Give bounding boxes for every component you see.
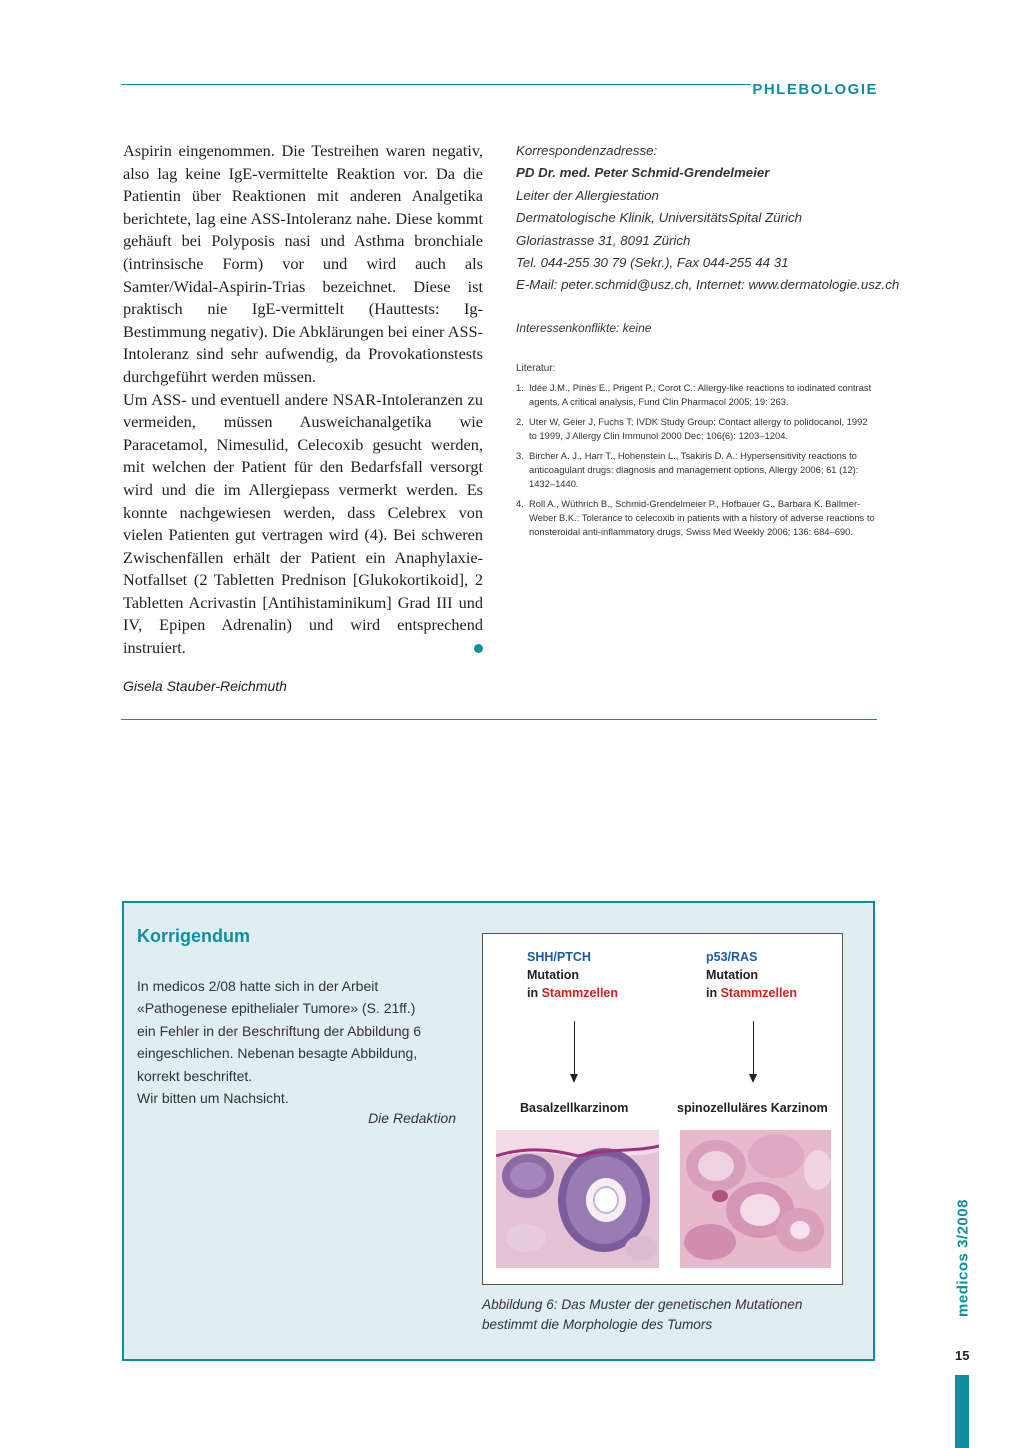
correspondence-email: E-Mail: peter.schmid@usz.ch, Internet: www.dermatologie.usz.ch <box>516 277 900 293</box>
correspondence-role: Leiter der Allergiestation <box>516 187 659 203</box>
right-mutation-word: Mutation <box>706 968 759 982</box>
correspondence-phone: Tel. 044-255 30 79 (Sekr.), Fax 044-255 44 31 <box>516 255 789 271</box>
squamous-cell-carcinoma-histology-image <box>680 1130 831 1268</box>
right-gene-name: p53/RAS <box>706 950 758 964</box>
corrigendum-line: «Pathogenese epithelialer Tumore» (S. 21ff.) <box>137 1000 416 1017</box>
corrigendum-line: In medicos 2/08 hatte sich in der Arbeit <box>137 978 379 994</box>
figure-6 <box>482 933 843 1285</box>
author-name: Gisela Stauber-Reichmuth <box>123 678 287 694</box>
corrigendum-line: Wir bitten um Nachsicht. <box>137 1090 289 1107</box>
paragraph-1: Aspirin eingenommen. Die Testreihen waren negativ, also lag keine IgE-vermittelte Reaktion vor. Da die Patientin über Reaktionen mit anderen Analgetika berichtete, lag eine ASS-Intoleranz nahe. Diese kommt gehäuft bei Polyposis nasi und Asthma bronchiale (intrinsische Form) vor und wird auch als Samter/Widal-Aspirin-Trias bezeichnet. Diese ist praktisch nie IgE-vermittelt (Hauttests: Ig-Bestimmung negativ). Die Abklärungen bei einer ASS-Intoleranz sind sehr aufwendig, da Provokationstests durchgeführt werden müssen. <box>123 141 483 386</box>
corrigendum-title: Korrigendum <box>137 926 251 946</box>
left-result-label: Basalzellkarzinom <box>520 1101 629 1115</box>
left-mutation-word: Mutation <box>527 968 580 982</box>
left-cells-line: in Stammzellen <box>527 986 619 1000</box>
page-number: 15 <box>955 1348 970 1363</box>
correspondence-label: Korrespondenzadresse: <box>516 143 658 158</box>
reference-item: 2. Uter W, Geier J, Fuchs T; IVDK Study Group: Contact allergy to polidocanol, 1992 to 1999, J Allergy Clin Immunol 2000 Dec; 106(6): 1203–1204. <box>516 416 868 441</box>
literature-heading: Literatur: <box>516 363 556 374</box>
section-title: PHLEBOLOGIE <box>752 81 878 98</box>
correspondence-block <box>516 140 900 297</box>
reference-item: 4. Roll A., Wüthrich B., Schmid-Grendelmeier P., Hofbauer G., Barbara K. Ballmer-Weber B.K.: Tolerance to celecoxib in patients with a history of adverse reactions to nonsteroidal anti-inflammatory drugs, Swiss Med Weekly 2006; 136: 684–690. <box>516 498 875 537</box>
left-arrow-down-icon <box>570 1074 578 1083</box>
conflict-of-interest: Interessenkonflikte: keine <box>516 321 652 335</box>
article-end-rule <box>121 719 877 720</box>
paragraph-2-text: Um ASS- und eventuell andere NSAR-Intoleranzen zu vermeiden, müssen Ausweichanalgetika wie Paracetamol, Nimesulid, Celecoxib gesucht werden, mit welchen der Patient für den Bedarfsfall versorgt wird und die im Allergiepass vermerkt werden. Es konnte nachgewiesen werden, dass Celebrex von vielen Patienten gut vertragen wird (4). Bei schweren Zwischenfällen erhält der Patient ein Anaphylaxie-Notfallset (2 Tabletten Prednison [Glukokortikoid], 2 Tabletten Acrivastin [Antihistaminikum] Grad III und IV, Epipen Adrenalin) und wird entsprechend instruiert. <box>123 389 483 658</box>
corrigendum-line: korrekt beschriftet. <box>137 1067 253 1084</box>
left-arrow-shaft <box>574 1021 575 1075</box>
journal-issue-label: medicos 3/2008 <box>954 1198 972 1317</box>
correspondence-address: Gloriastrasse 31, 8091 Zürich <box>516 232 691 248</box>
reference-list <box>516 381 876 545</box>
corrigendum-line: eingeschlichen. Nebenan besagte Abbildung, <box>137 1045 418 1062</box>
reference-item: 1. Idée J.M., Pinès E., Prigent P., Corot C.: Allergy-like reactions to iodinated contrast agents. A critical analysis, Fund Clin Pharmacol 2005; 19: 263. <box>516 382 872 407</box>
page-tab-bar <box>955 1375 969 1448</box>
article-body <box>123 140 483 660</box>
left-mutation-label <box>527 948 618 1002</box>
right-mutation-label <box>706 948 797 1002</box>
right-cells-line: in Stammzellen <box>706 986 798 1000</box>
corrigendum-text <box>137 975 467 1109</box>
right-result-label: spinozelluläres Karzinom <box>677 1101 828 1115</box>
corrigendum-line: ein Fehler in der Beschriftung der Abbildung 6 <box>137 1022 422 1039</box>
left-gene-name: SHH/PTCH <box>527 950 591 964</box>
corrigendum-signature: Die Redaktion <box>368 1110 456 1126</box>
right-arrow-down-icon <box>749 1074 757 1083</box>
figure-caption: Abbildung 6: Das Muster der genetischen Mutationen bestimmt die Morphologie des Tumors <box>482 1297 803 1332</box>
paragraph-2 <box>123 389 483 660</box>
correspondence-institution: Dermatologische Klinik, UniversitätsSpital Zürich <box>516 210 802 226</box>
basal-cell-carcinoma-histology-image <box>496 1130 659 1268</box>
end-of-article-dot-icon <box>474 644 483 653</box>
correspondence-name: PD Dr. med. Peter Schmid-Grendelmeier <box>516 165 770 181</box>
header-rule <box>121 84 751 85</box>
right-arrow-shaft <box>753 1021 754 1075</box>
reference-item: 3. Bircher A. J., Harr T., Hohenstein L., Tsakiris D. A.: Hypersensitivity reactions to anticoagulant drugs: diagnosis and management options, Allergy 2006; 61 (12): 1432–1440. <box>516 450 859 489</box>
